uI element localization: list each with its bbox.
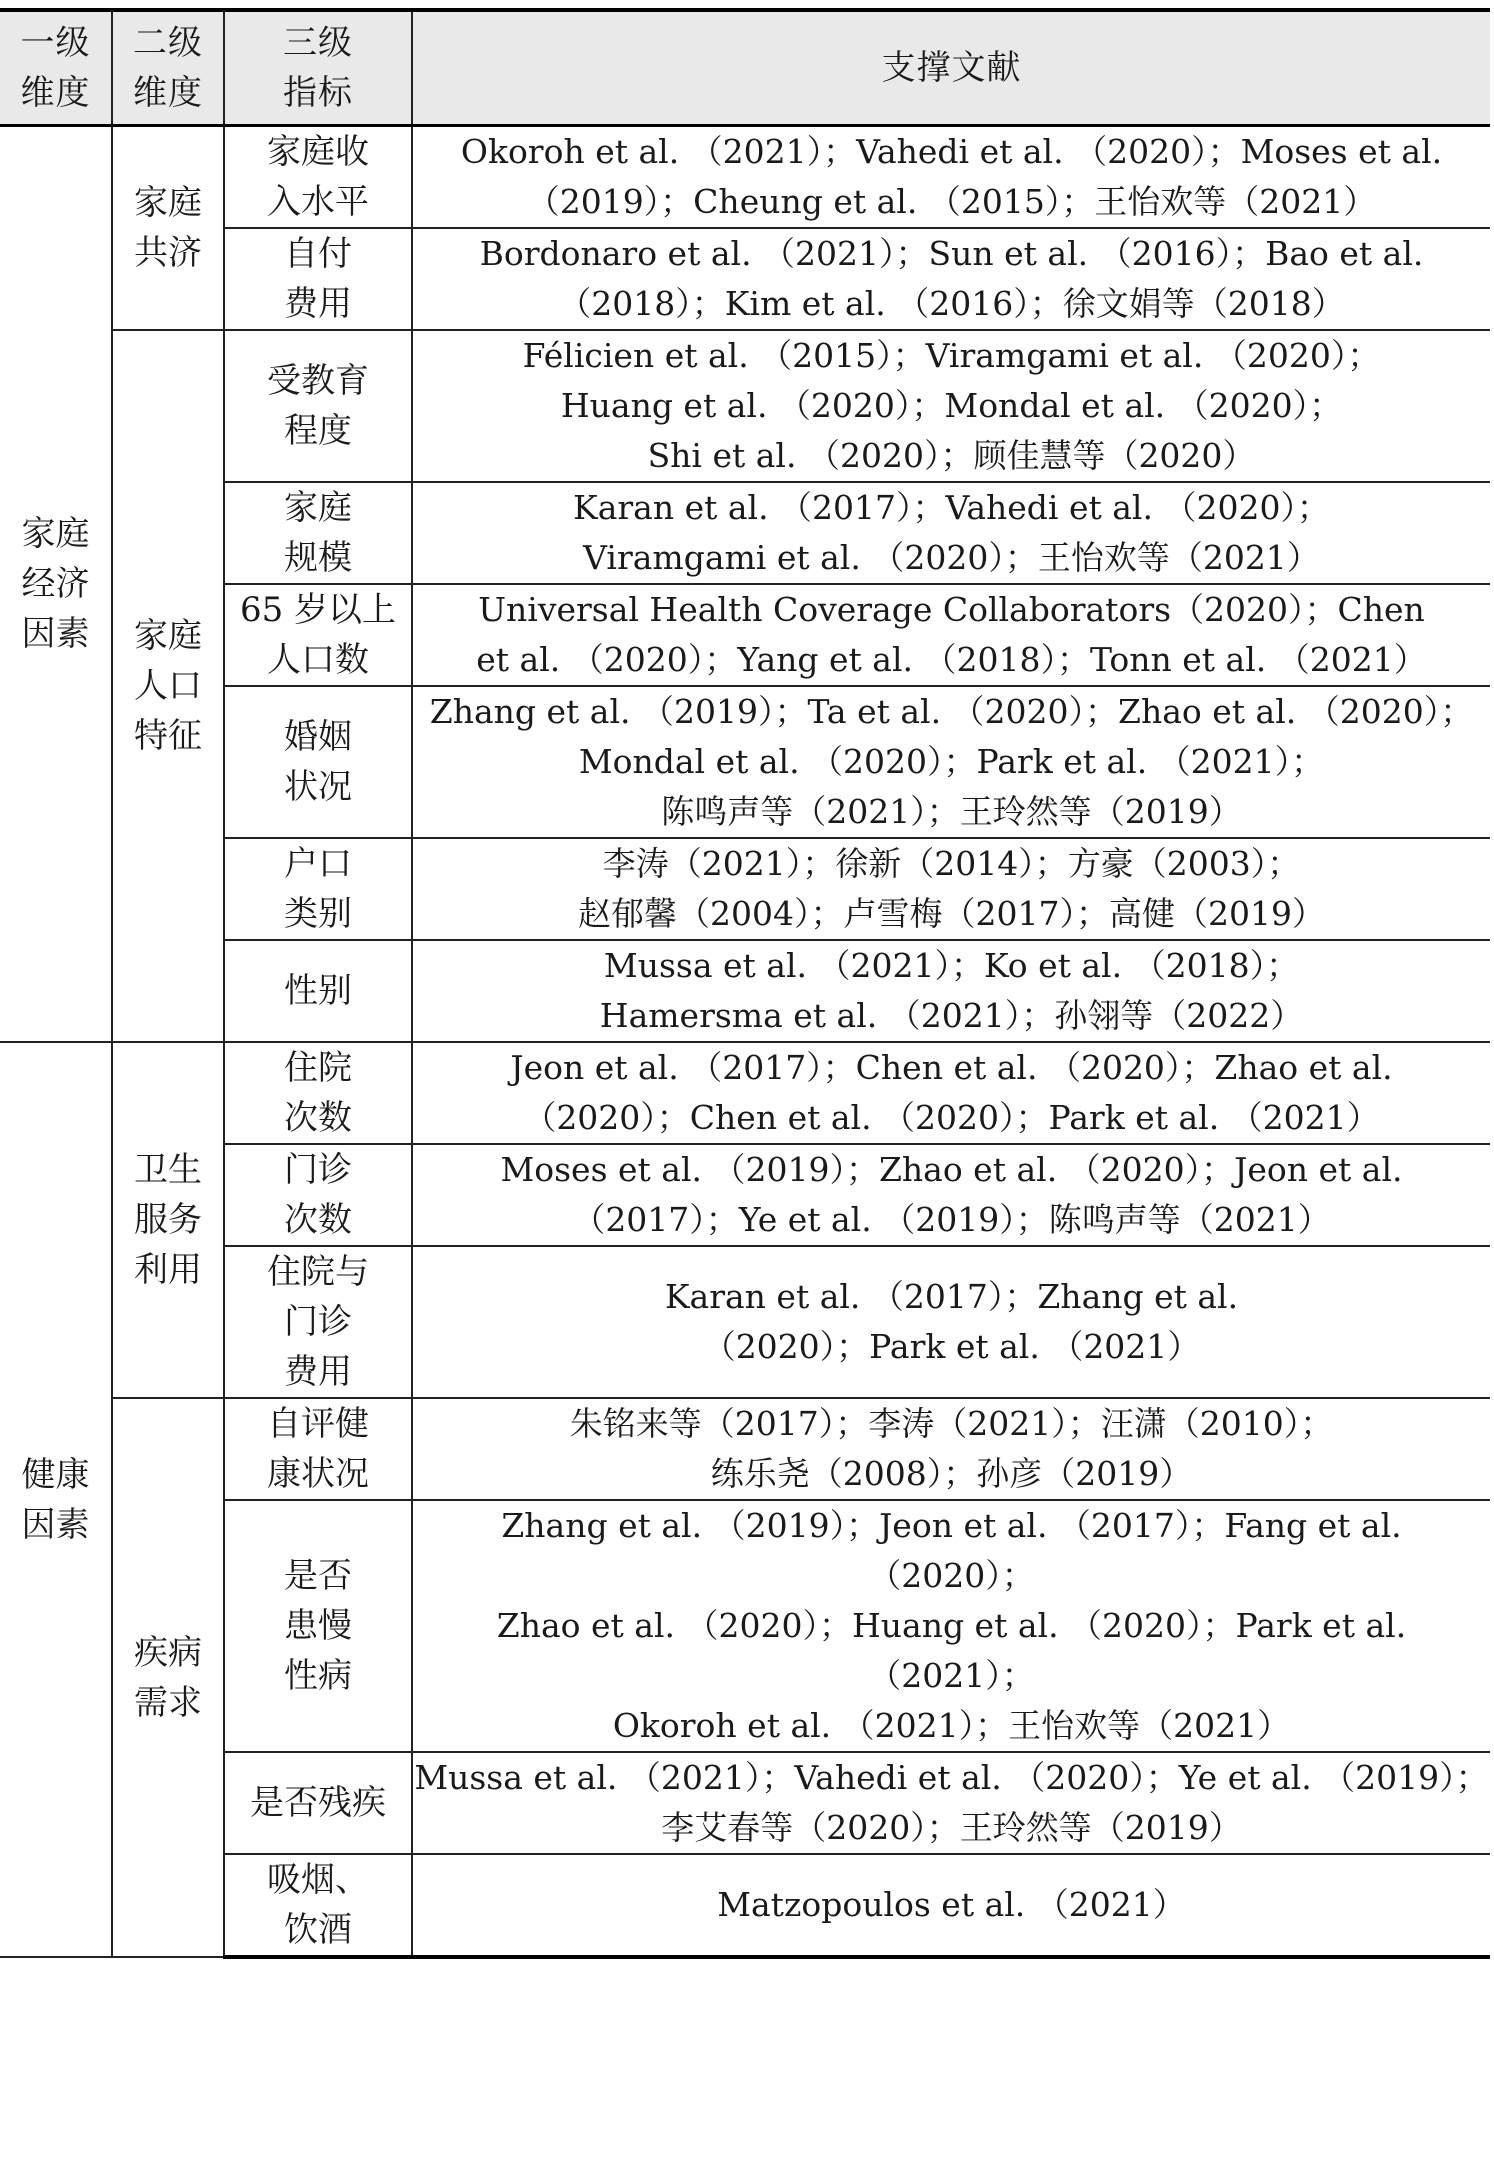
- text-line: （2018）；Kim et al. （2016）；徐文娟等（2018）: [558, 284, 1345, 323]
- text-line: 家庭: [284, 488, 352, 528]
- text-line: 次数: [284, 1200, 352, 1240]
- indicator-cell: [224, 126, 412, 229]
- indicator-cell: [224, 1246, 412, 1398]
- indicator-cell: [224, 330, 412, 482]
- text-line: 需求: [134, 1682, 202, 1723]
- text-line: （2020）；Chen et al. （2020）；Park et al. （2021）: [523, 1098, 1380, 1137]
- table-row: [0, 686, 1490, 838]
- table-row: [0, 1398, 1490, 1500]
- text-line: Universal Health Coverage Collaborators（2020）；Chen: [478, 590, 1425, 629]
- text-line: 类别: [284, 894, 352, 934]
- references-cell: [412, 330, 1490, 482]
- text-line: Viramgami et al. （2020）；王怡欢等（2021）: [583, 538, 1320, 577]
- text-line: 户口: [284, 844, 352, 884]
- text-line: 赵郁馨（2004）；卢雪梅（2017）；高健（2019）: [578, 894, 1325, 933]
- table-row: [0, 1500, 1490, 1752]
- indicator-cell: [224, 686, 412, 838]
- text-line: 共济: [134, 233, 202, 273]
- indicator-cell: [224, 940, 412, 1042]
- references-cell: [412, 482, 1490, 584]
- text-line: 一级: [20, 23, 91, 63]
- text-line: 因素: [21, 614, 90, 654]
- text-line: 支撑文献: [881, 48, 1022, 88]
- text-line: Zhao et al. （2020）；Huang et al. （2020）；Park et al. （2021）；: [496, 1606, 1407, 1695]
- indicator-cell: [224, 1144, 412, 1246]
- text-line: 卫生: [134, 1150, 202, 1190]
- text-line: 维度: [20, 73, 91, 113]
- text-line: 受教育: [267, 361, 369, 401]
- text-line: 住院: [284, 1048, 352, 1088]
- table-row: [0, 1752, 1490, 1854]
- text-line: 特征: [134, 716, 202, 756]
- indicator-cell: [224, 228, 412, 330]
- indicator-cell: [224, 1500, 412, 1752]
- text-line: 自付: [284, 234, 352, 274]
- text-line: 费用: [284, 1352, 352, 1392]
- text-line: 家庭: [21, 514, 90, 554]
- header-level2: [112, 10, 224, 126]
- header-row: [0, 10, 1490, 126]
- text-line: 费用: [284, 284, 352, 324]
- references-cell: [412, 940, 1490, 1042]
- text-line: 是否: [284, 1556, 352, 1596]
- text-line: Mussa et al. （2021）；Vahedi et al. （2020）；Ye et al. （2019）；: [414, 1758, 1489, 1797]
- references-cell: [412, 838, 1490, 940]
- references-cell: [412, 126, 1490, 229]
- text-line: 饮酒: [284, 1910, 352, 1950]
- text-line: 婚姻: [284, 717, 352, 757]
- references-cell: [412, 584, 1490, 686]
- text-line: 门诊: [284, 1302, 352, 1342]
- text-line: 家庭: [134, 183, 202, 223]
- text-line: 三级: [283, 23, 353, 63]
- text-line: Shi et al. （2020）；顾佳慧等（2020）: [647, 436, 1256, 475]
- text-line: 利用: [134, 1250, 202, 1290]
- text-line: 服务: [134, 1200, 202, 1240]
- text-line: 维度: [133, 73, 203, 113]
- text-line: Félicien et al. （2015）；Viramgami et al. （2020）；: [522, 336, 1381, 375]
- references-cell: [412, 1500, 1490, 1752]
- text-line: 吸烟、: [267, 1860, 369, 1900]
- text-line: 朱铭来等（2017）；李涛（2021）；汪潇（2010）；: [569, 1404, 1334, 1443]
- table-row: [0, 1144, 1490, 1246]
- text-line: Zhang et al. （2019）；Ta et al. （2020）；Zhao et al. （2020）；: [429, 692, 1474, 731]
- text-line: et al. （2020）；Yang et al. （2018）；Tonn et al. （2021）: [476, 640, 1427, 679]
- text-line: 健康: [21, 1454, 90, 1495]
- header-references: [412, 10, 1490, 126]
- header-level1: [0, 10, 112, 126]
- level2-dimension: [112, 330, 224, 1042]
- text-line: Karan et al. （2017）；Vahedi et al. （2020）；: [573, 488, 1330, 527]
- text-line: 人口: [134, 666, 202, 706]
- references-cell: [412, 1144, 1490, 1246]
- text-line: Bordonaro et al. （2021）；Sun et al. （2016）；Bao et al.: [479, 234, 1424, 273]
- text-line: 家庭: [134, 616, 202, 656]
- text-line: 李艾春等（2020）；王玲然等（2019）: [661, 1808, 1242, 1847]
- indicator-cell: [224, 584, 412, 686]
- text-line: 规模: [284, 538, 352, 578]
- table-row: [0, 940, 1490, 1042]
- references-cell: [412, 1042, 1490, 1144]
- level1-dimension: [0, 126, 112, 1043]
- table-row: [0, 126, 1490, 229]
- references-cell: [412, 228, 1490, 330]
- text-line: Mussa et al. （2021）；Ko et al. （2018）；: [603, 946, 1300, 985]
- text-line: 门诊: [284, 1150, 352, 1190]
- table-row: [0, 584, 1490, 686]
- references-cell: [412, 1246, 1490, 1398]
- text-line: 65 岁以上: [239, 590, 397, 630]
- text-line: 次数: [284, 1098, 352, 1138]
- text-line: Mondal et al. （2020）；Park et al. （2021）；: [578, 742, 1325, 781]
- text-line: 性病: [284, 1656, 352, 1696]
- text-line: 练乐尧（2008）；孙彦（2019）: [710, 1454, 1193, 1493]
- table-row: [0, 482, 1490, 584]
- text-line: 陈鸣声等（2021）；王玲然等（2019）: [661, 792, 1242, 831]
- literature-table: [0, 8, 1490, 1959]
- text-line: 李涛（2021）；徐新（2014）；方豪（2003）；: [602, 844, 1301, 883]
- table-row: [0, 1042, 1490, 1144]
- level2-dimension: [112, 1042, 224, 1398]
- text-line: Okoroh et al. （2021）；Vahedi et al. （2020）；Moses et al.: [460, 132, 1443, 171]
- indicator-cell: [224, 1042, 412, 1144]
- references-cell: [412, 1854, 1490, 1957]
- text-line: 自评健: [267, 1404, 369, 1444]
- table-row: [0, 838, 1490, 940]
- text-line: 住院与: [267, 1252, 369, 1292]
- text-line: 家庭收: [267, 132, 369, 172]
- text-line: 程度: [284, 411, 352, 451]
- table-row: [0, 228, 1490, 330]
- text-line: 是否残疾: [250, 1783, 386, 1823]
- indicator-cell: [224, 838, 412, 940]
- text-line: 康状况: [267, 1454, 369, 1494]
- text-line: Karan et al. （2017）；Zhang et al.: [664, 1277, 1239, 1316]
- references-cell: [412, 1752, 1490, 1854]
- level1-dimension: [0, 1042, 112, 1957]
- text-line: Moses et al. （2019）；Zhao et al. （2020）；Jeon et al.: [500, 1150, 1403, 1189]
- text-line: Okoroh et al. （2021）；王怡欢等（2021）: [612, 1706, 1291, 1745]
- indicator-cell: [224, 1752, 412, 1854]
- table-row: [0, 330, 1490, 482]
- text-line: （2020）；Park et al. （2021）: [702, 1327, 1201, 1366]
- text-line: Matzopoulos et al. （2021）: [717, 1885, 1186, 1924]
- text-line: （2017）；Ye et al. （2019）；陈鸣声等（2021）: [572, 1200, 1331, 1239]
- text-line: 经济: [21, 564, 90, 604]
- text-line: Jeon et al. （2017）；Chen et al. （2020）；Zhao et al.: [510, 1048, 1393, 1087]
- header-level3: [224, 10, 412, 126]
- text-line: 疾病: [134, 1632, 202, 1673]
- level2-dimension: [112, 126, 224, 331]
- text-line: 性别: [284, 971, 352, 1011]
- table-row: [0, 1854, 1490, 1957]
- text-line: 患慢: [284, 1606, 352, 1646]
- text-line: 指标: [283, 73, 353, 113]
- references-cell: [412, 1398, 1490, 1500]
- text-line: 人口数: [267, 640, 369, 680]
- text-line: Hamersma et al. （2021）；孙翎等（2022）: [599, 996, 1304, 1035]
- text-line: Zhang et al. （2019）；Jeon et al. （2017）；Fang et al. （2020）；: [501, 1506, 1402, 1595]
- indicator-cell: [224, 1854, 412, 1957]
- indicator-cell: [224, 1398, 412, 1500]
- text-line: 因素: [21, 1504, 90, 1545]
- table-row: [0, 1246, 1490, 1398]
- text-line: 二级: [133, 23, 203, 63]
- text-line: Huang et al. （2020）；Mondal et al. （2020）；: [560, 386, 1343, 425]
- text-line: （2019）；Cheung et al. （2015）；王怡欢等（2021）: [526, 182, 1377, 221]
- text-line: 状况: [284, 767, 352, 807]
- references-cell: [412, 686, 1490, 838]
- level2-dimension: [112, 1398, 224, 1957]
- indicator-cell: [224, 482, 412, 584]
- text-line: 入水平: [267, 182, 369, 222]
